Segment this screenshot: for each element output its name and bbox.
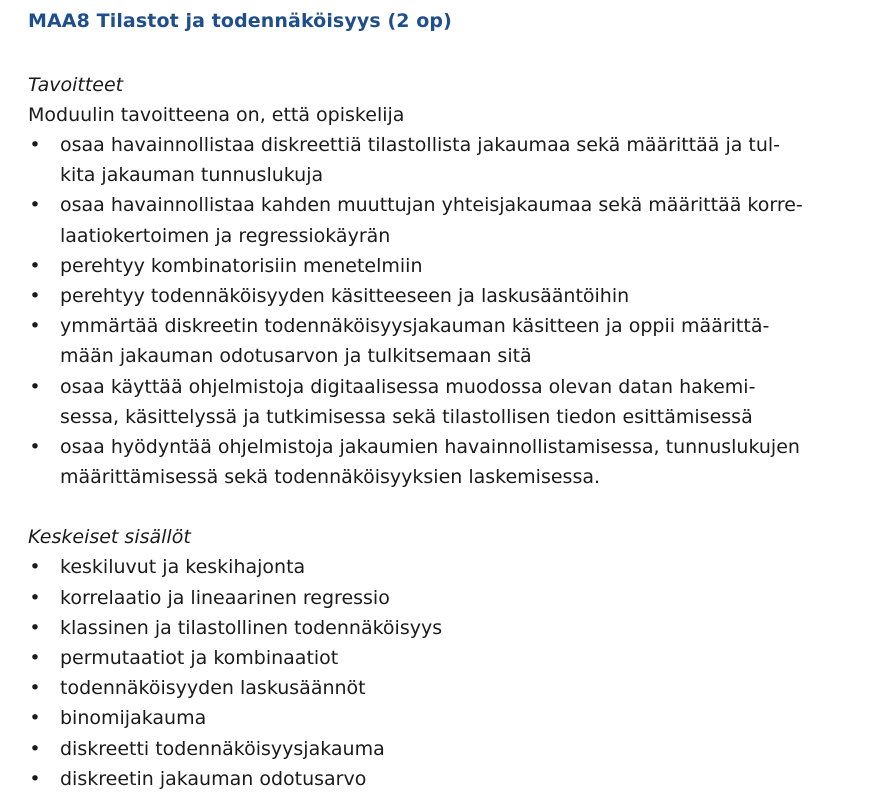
list-item-text: keskiluvut ja keskihajonta	[60, 556, 306, 579]
list-item	[28, 734, 888, 764]
bullet-icon: •	[29, 375, 41, 398]
module-title: MAA8 Tilastot ja todennäköisyys (2 op)	[28, 10, 452, 32]
list-item-text: sessa, käsittelyssä ja tutkimisessa sekä tilastollisen tiedon esittämisessä	[60, 405, 753, 428]
bullet-icon: •	[29, 737, 41, 760]
list-item	[28, 311, 888, 371]
objectives-intro: Moduulin tavoitteena on, että opiskelija	[28, 104, 405, 126]
list-item	[28, 583, 888, 613]
list-item-text: osaa havainnollistaa kahden muuttujan yhteisjakaumaa sekä määrittää korre-	[60, 194, 803, 217]
bullet-icon: •	[29, 767, 41, 790]
bullet-icon: •	[29, 134, 41, 156]
list-item-text: laatiokertoimen ja regressiokäyrän	[60, 224, 391, 247]
list-item-text: todennäköisyyden laskusäännöt	[60, 677, 366, 700]
list-item-text: perehtyy kombinatorisiin menetelmiin	[60, 254, 423, 277]
list-item	[28, 613, 888, 643]
list-item-text: binomijakauma	[60, 707, 207, 730]
list-item-text: perehtyy todennäköisyyden käsitteeseen ja laskusääntöihin	[60, 285, 630, 308]
list-item	[28, 190, 888, 250]
list-item-text: osaa havainnollistaa diskreettiä tilastollista jakaumaa sekä määrittää ja tul-	[60, 134, 781, 156]
bullet-icon: •	[29, 647, 41, 670]
list-item-text: kita jakauman tunnuslukuja	[60, 164, 324, 187]
list-item-text: permutaatiot ja kombinaatiot	[60, 647, 339, 670]
list-item	[28, 673, 888, 703]
bullet-icon: •	[29, 285, 41, 308]
section-spacer	[28, 492, 888, 522]
list-item-text: määrittämisessä sekä todennäköisyyksien laskemisessa.	[60, 466, 601, 489]
list-item-text: ymmärtää diskreetin todennäköisyysjakauman käsitteen ja oppii määrittä-	[60, 315, 770, 338]
objectives-heading: Tavoitteet	[28, 74, 124, 96]
list-item-text: diskreetti todennäköisyysjakauma	[60, 737, 385, 760]
list-item	[28, 251, 888, 281]
bullet-icon: •	[29, 677, 41, 700]
contents-heading: Keskeiset sisällöt	[28, 526, 191, 549]
list-item-text: diskreetin jakauman odotusarvo	[60, 767, 367, 790]
list-item	[28, 764, 888, 794]
list-item-text: osaa käyttää ohjelmistoja digitaalisessa muodossa olevan datan hakemi-	[60, 375, 756, 398]
bullet-icon: •	[29, 616, 41, 639]
list-item-text: mään jakauman odotusarvon ja tulkitsemaan sitä	[60, 345, 532, 368]
contents-section	[28, 522, 888, 794]
bullet-icon: •	[29, 556, 41, 579]
bullet-icon: •	[29, 194, 41, 217]
list-item	[28, 130, 888, 190]
bullet-icon: •	[29, 254, 41, 277]
list-item	[28, 552, 888, 582]
list-item-text: klassinen ja tilastollinen todennäköisyys	[60, 616, 443, 639]
list-item	[28, 432, 888, 492]
list-item-text: korrelaatio ja lineaarinen regressio	[60, 586, 390, 609]
objectives-list	[28, 130, 888, 492]
list-item	[28, 281, 888, 311]
bullet-icon: •	[29, 707, 41, 730]
bullet-icon: •	[29, 436, 41, 459]
bullet-icon: •	[29, 315, 41, 338]
list-item	[28, 703, 888, 733]
objectives-section	[28, 70, 888, 492]
contents-list	[28, 552, 888, 794]
document	[28, 6, 888, 794]
list-item	[28, 372, 888, 432]
bullet-icon: •	[29, 586, 41, 609]
list-item	[28, 643, 888, 673]
list-item-text: osaa hyödyntää ohjelmistoja jakaumien havainnollistamisessa, tunnuslukujen	[60, 436, 800, 459]
